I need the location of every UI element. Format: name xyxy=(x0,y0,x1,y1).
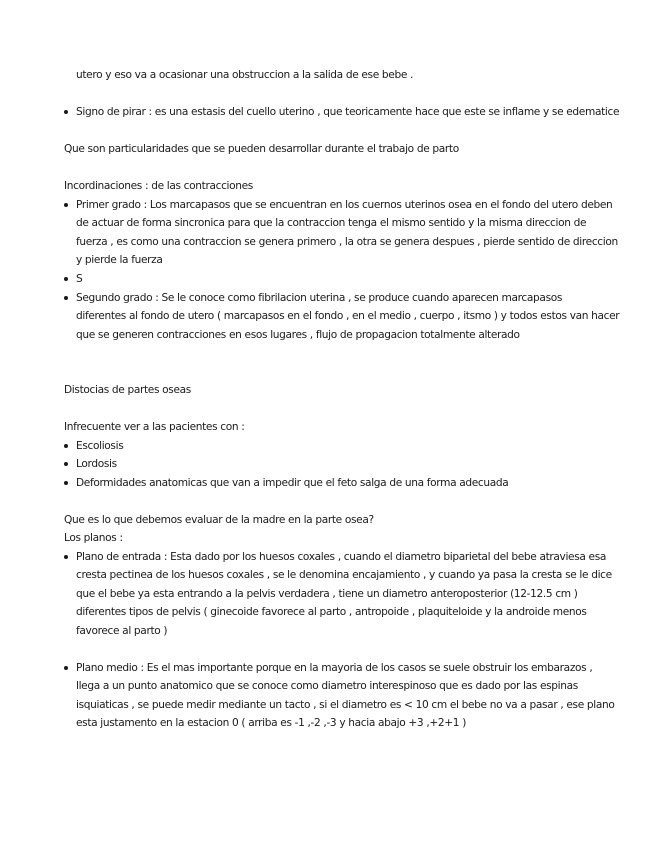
planos-label: Los planos : xyxy=(64,532,123,544)
list-item: Lordosis xyxy=(76,458,117,470)
plano-entrada-line: Plano de entrada : Esta dado por los huesos coxales , cuando el diametro biparietal del bebe atraviesa esa xyxy=(76,551,607,563)
primer-grado-line: Primer grado : Los marcapasos que se encuentran en los cuernos uterinos osea en el fondo del utero deben xyxy=(76,199,613,211)
signo-de-pirar: Signo de pirar : es una estasis del cuello uterino , que teoricamente hace que este se inflame y se edematice xyxy=(76,106,620,118)
question-evaluar: Que es lo que debemos evaluar de la madre en la parte osea? xyxy=(64,514,374,526)
plano-medio-line: llega a un punto anatomico que se conoce como diametro interespinoso que es dado por las espinas xyxy=(76,680,578,692)
segundo-grado-line: que se generen contracciones en esos lugares , flujo de propagacion totalmente alterado xyxy=(76,329,520,341)
primer-grado-line: de actuar de forma sincronica para que la contraccion tenga el mismo sentido y la misma direccion de xyxy=(76,217,587,229)
plano-entrada-line: favorece al parto ) xyxy=(76,625,168,637)
bullet-icon xyxy=(64,555,68,559)
continuation-text: utero y eso va a ocasionar una obstruccion a la salida de ese bebe . xyxy=(76,69,414,81)
bullet-icon xyxy=(64,203,68,207)
list-item: Escoliosis xyxy=(76,440,124,452)
plano-entrada-line: que el bebe ya esta entrando a la pelvis verdadera , tiene un diametro anteroposterior (12-12.5 cm ) xyxy=(76,588,578,600)
bullet-icon xyxy=(64,481,68,485)
bullet-icon xyxy=(64,444,68,448)
bullet-icon xyxy=(64,277,68,281)
question-particularidades: Que son particularidades que se pueden desarrollar durante el trabajo de parto xyxy=(64,143,459,155)
bullet-icon xyxy=(64,462,68,466)
list-item: Deformidades anatomicas que van a impedir que el feto salga de una forma adecuada xyxy=(76,477,509,489)
plano-medio-line: isquiaticas , se puede medir mediante un tacto , si el diametro es < 10 cm el bebe no va a pasar , ese plano xyxy=(76,699,615,711)
s-item: S xyxy=(76,273,83,285)
segundo-grado-line: Segundo grado : Se le conoce como fibrilacion uterina , se produce cuando aparecen marcapasos xyxy=(76,292,563,304)
distocias-heading: Distocias de partes oseas xyxy=(64,384,191,396)
bullet-icon xyxy=(64,666,68,670)
segundo-grado-line: diferentes al fondo de utero ( marcapasos en el fondo , en el medio , cuerpo , itsmo ) y todos estos van hacer xyxy=(76,310,620,322)
plano-medio-line: esta justamento en la estacion 0 ( arriba es -1 ,-2 ,-3 y hacia abajo +3 ,+2+1 ) xyxy=(76,717,466,729)
primer-grado-line: y pierde la fuerza xyxy=(76,254,163,266)
plano-medio-line: Plano medio : Es el mas importante porque en la mayoria de los casos se suele obstruir los embarazos , xyxy=(76,662,593,674)
plano-entrada-line: cresta pectinea de los huesos coxales , se le denomina encajamiento , y cuando ya pasa la cresta se le dice xyxy=(76,569,612,581)
primer-grado-line: fuerza , es como una contraccion se genera primero , la otra se genera despues , pierde sentido de direccion xyxy=(76,236,618,248)
plano-entrada-line: diferentes tipos de pelvis ( ginecoide favorece al parto , antropoide , plaquiteloide y la androide menos xyxy=(76,606,587,618)
distocias-intro: Infrecuente ver a las pacientes con : xyxy=(64,421,245,433)
bullet-icon xyxy=(64,296,68,300)
incoordinaciones-heading: Incordinaciones : de las contracciones xyxy=(64,180,253,192)
bullet-icon xyxy=(64,110,68,114)
